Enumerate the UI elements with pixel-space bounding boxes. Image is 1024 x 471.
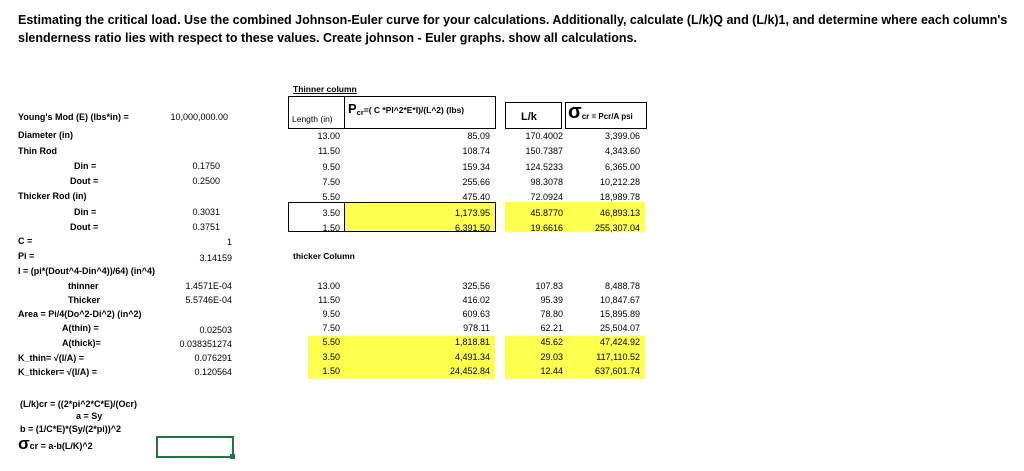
thick-pcr-cell[interactable]: 325.56 xyxy=(462,281,490,291)
active-cell[interactable] xyxy=(156,436,234,458)
din-thin-label: Din = xyxy=(74,161,97,171)
thick-pcr-cell[interactable]: 4,491.34 xyxy=(454,351,490,362)
problem-statement: Estimating the critical load. Use the combined Johnson-Euler curve for your calculations. Additionally, calculate (L/k)Q and (L/k)1, and determine where each column's slenderness ratio lies with respect to these values. Create johnson - Euler graphs. show all calculations. xyxy=(18,13,1008,45)
thick-pcr-cell[interactable]: 978.11 xyxy=(463,323,490,334)
header-lk: L/k xyxy=(521,111,537,123)
header-scr-formula: cr = Pcr/A psi xyxy=(581,112,633,121)
thick-scr-cell[interactable]: 25,504.07 xyxy=(599,323,640,334)
thick-pcr-cell[interactable]: 416.02 xyxy=(462,295,490,306)
thin-pcr-cell[interactable]: 6,391.50 xyxy=(454,222,490,233)
thin-scr-cell[interactable]: 255,307.04 xyxy=(594,222,640,233)
thick-pcr-cell[interactable]: 1,818.81 xyxy=(454,337,490,348)
thin-scr-cell[interactable]: 18,989.78 xyxy=(599,192,640,203)
a-sy-label: a = Sy xyxy=(76,411,103,421)
thick-pcr-cell[interactable]: 609.63 xyxy=(462,309,490,320)
thick-lk-cell[interactable]: 95.39 xyxy=(540,295,563,306)
thick-scr-cell[interactable]: 15,895.89 xyxy=(599,309,640,320)
inertia-thicker-value[interactable]: 5.5746E-04 xyxy=(185,295,232,305)
thin-length-cell[interactable]: 9.50 xyxy=(322,161,340,172)
header-sigma: σ xyxy=(568,101,582,123)
thick-lk-cell[interactable]: 29.03 xyxy=(540,351,563,362)
din-thick-label: Din = xyxy=(74,207,97,217)
sigma-symbol: σ xyxy=(18,434,30,453)
thin-scr-cell[interactable]: 10,212.28 xyxy=(599,176,640,187)
thick-lk-cell[interactable]: 12.44 xyxy=(540,365,563,376)
thin-lk-cell[interactable]: 19.6616 xyxy=(530,222,563,233)
thick-lk-cell[interactable]: 107.83 xyxy=(535,281,563,291)
thin-lk-cell[interactable]: 98.3078 xyxy=(530,176,563,187)
thin-pcr-cell[interactable]: 108.74 xyxy=(462,146,490,157)
thick-rod-label: Thicker Rod (in) xyxy=(18,191,87,201)
thin-lk-cell[interactable]: 124.5233 xyxy=(525,161,563,172)
fill-handle[interactable] xyxy=(230,454,235,459)
thick-length-cell[interactable]: 5.50 xyxy=(322,337,340,348)
youngs-modulus-value[interactable]: 10,000,000.00 xyxy=(170,112,228,122)
k-thick-label: K_thicker= √(I/A) = xyxy=(18,367,97,377)
thin-scr-cell[interactable]: 6,365.00 xyxy=(604,161,640,172)
b-formula-label: b = (1/C*E)*(Sy/(2*pi))^2 xyxy=(20,424,122,434)
thin-scr-cell[interactable]: 46,893.13 xyxy=(599,207,640,218)
sigma-cr-formula xyxy=(18,434,93,453)
thin-lk-cell[interactable]: 45.8770 xyxy=(530,207,563,218)
pi-value[interactable]: 3.14159 xyxy=(199,253,232,263)
sigma-cr-formula-label: cr = a-b(L/K)^2 xyxy=(29,441,93,451)
dout-thick-value[interactable]: 0.3751 xyxy=(192,222,220,232)
thin-length-cell[interactable]: 1.50 xyxy=(322,222,340,233)
youngs-modulus-label: Young's Mod (E) (lbs*in) = xyxy=(18,112,129,122)
a-thick-value[interactable]: 0.038351274 xyxy=(179,339,232,349)
thick-pcr-cell[interactable]: 24,452.84 xyxy=(449,365,490,376)
thick-length-cell[interactable]: 7.50 xyxy=(322,323,340,334)
thin-length-cell[interactable]: 5.50 xyxy=(322,192,340,203)
thick-length-cell[interactable]: 1.50 xyxy=(322,365,340,376)
thin-length-cell[interactable]: 11.50 xyxy=(318,146,340,157)
header-scr xyxy=(568,103,633,121)
thin-lk-cell[interactable]: 170.4002 xyxy=(525,131,563,141)
thick-length-cell[interactable]: 3.50 xyxy=(322,351,340,362)
din-thin-value[interactable]: 0.1750 xyxy=(192,161,220,171)
thin-length-cell[interactable]: 3.50 xyxy=(322,207,340,218)
thick-scr-cell[interactable]: 10,847.67 xyxy=(599,295,640,306)
thick-scr-cell[interactable]: 117,110.52 xyxy=(596,351,640,362)
thick-length-cell[interactable]: 13.00 xyxy=(317,281,340,291)
pi-label: Pi = xyxy=(18,251,35,261)
header-pcr xyxy=(348,101,464,116)
area-label: Area = Pi/4(Do^2-Di^2) (in^2) xyxy=(18,309,142,319)
thick-length-cell[interactable]: 11.50 xyxy=(318,295,340,306)
header-length-box xyxy=(288,96,345,129)
thick-lk-cell[interactable]: 45.62 xyxy=(540,337,563,348)
a-thick-label: A(thick)= xyxy=(62,338,101,348)
thin-pcr-cell[interactable]: 85.09 xyxy=(467,131,490,141)
thinner-label: thinner xyxy=(68,281,99,291)
thinner-column-title: Thinner column xyxy=(293,84,357,94)
dout-thick-label: Dout = xyxy=(70,222,99,232)
a-thin-value[interactable]: 0.02503 xyxy=(199,325,232,335)
thin-scr-cell[interactable]: 4,343.60 xyxy=(604,146,640,157)
dout-thin-value[interactable]: 0.2500 xyxy=(192,176,220,186)
thin-lk-cell[interactable]: 72.0924 xyxy=(530,192,563,203)
dout-thin-label: Dout = xyxy=(70,176,99,186)
header-pcr-formula: =( C *PI^2*E*I)/(L^2) (lbs) xyxy=(363,105,465,115)
thin-length-cell[interactable]: 13.00 xyxy=(317,131,340,141)
c-value[interactable]: 1 xyxy=(226,237,232,247)
header-pcr-sub: cr xyxy=(356,108,364,117)
k-thick-value[interactable]: 0.120564 xyxy=(194,367,232,377)
header-pcr-p: P xyxy=(348,101,357,116)
thick-scr-cell[interactable]: 47,424.92 xyxy=(599,337,640,348)
thin-pcr-cell[interactable]: 255.66 xyxy=(462,176,490,187)
thicker-column-title: thicker Column xyxy=(293,251,355,261)
diameter-label: Diameter (in) xyxy=(18,130,74,140)
thin-rod-label: Thin Rod xyxy=(18,146,57,156)
c-label: C = xyxy=(18,236,33,246)
thin-pcr-cell[interactable]: 159.34 xyxy=(462,161,490,172)
thick-lk-cell[interactable]: 78.80 xyxy=(540,309,563,320)
thin-length-cell[interactable]: 7.50 xyxy=(322,176,340,187)
inertia-thinner-value[interactable]: 1.4571E-04 xyxy=(185,281,232,291)
thick-lk-cell[interactable]: 62.21 xyxy=(540,323,563,334)
din-thick-value[interactable]: 0.3031 xyxy=(192,207,220,217)
thick-scr-cell[interactable]: 637,601.74 xyxy=(594,365,640,376)
thin-scr-cell[interactable]: 3,399.06 xyxy=(604,131,640,141)
k-thin-value[interactable]: 0.076291 xyxy=(194,353,232,363)
thin-lk-cell[interactable]: 150.7387 xyxy=(525,146,563,157)
thin-pcr-cell[interactable]: 475.40 xyxy=(462,192,490,203)
thin-pcr-cell[interactable]: 1,173.95 xyxy=(454,207,490,218)
header-length: Length (in) xyxy=(292,114,333,124)
lk-critical-label: (L/k)cr = ((2*pi^2*C*E)/(Ocr) xyxy=(20,399,138,409)
a-thin-label: A(thin) = xyxy=(62,323,99,333)
inertia-label: I = (pi*(Dout^4-Din^4))/64) (in^4) xyxy=(18,266,156,276)
thick-scr-cell[interactable]: 8,488.78 xyxy=(604,281,640,291)
thicker-label: Thicker xyxy=(68,295,101,305)
thick-length-cell[interactable]: 9.50 xyxy=(322,309,340,320)
k-thin-label: K_thin= √(I/A) = xyxy=(18,353,84,363)
